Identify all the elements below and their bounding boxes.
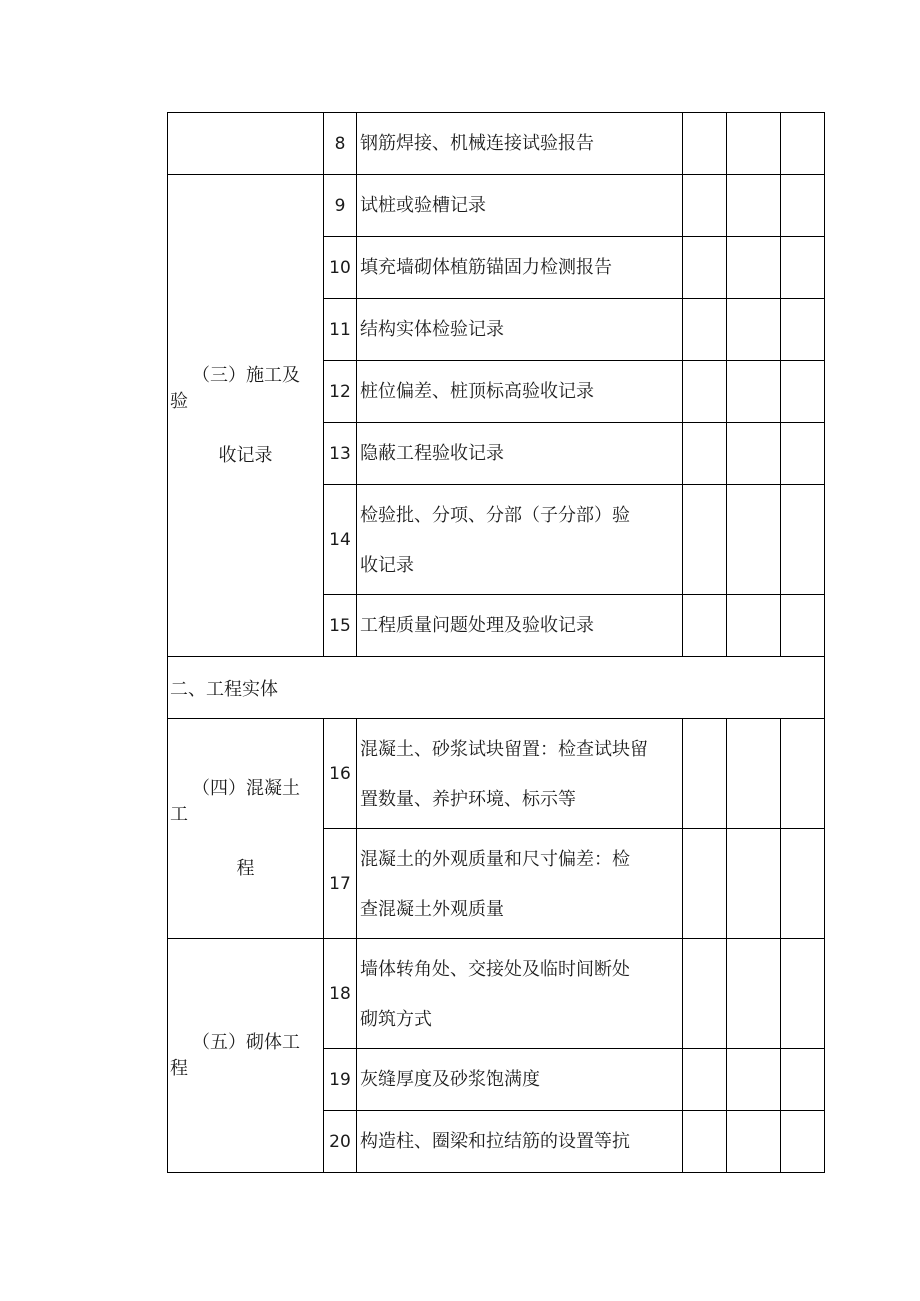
row-content: 工程质量问题处理及验收记录 [357, 595, 683, 657]
check-cell [727, 299, 781, 361]
check-cell [781, 113, 825, 175]
category-label: 验 [170, 390, 188, 412]
category-label: （三）施工及 [192, 364, 300, 386]
check-cell [781, 719, 825, 829]
check-cell [683, 175, 727, 237]
check-cell [727, 1111, 781, 1173]
row-number: 13 [324, 423, 357, 485]
row-content-line: 混凝土的外观质量和尺寸偏差：检 [360, 848, 630, 870]
check-cell [683, 237, 727, 299]
table-row [168, 719, 825, 829]
row-number: 9 [324, 175, 357, 237]
check-cell [727, 361, 781, 423]
row-content: 构造柱、圈梁和拉结筋的设置等抗 [357, 1111, 683, 1173]
check-cell [727, 423, 781, 485]
check-cell [781, 829, 825, 939]
check-cell [683, 829, 727, 939]
row-content: 隐蔽工程验收记录 [357, 423, 683, 485]
check-cell [781, 1111, 825, 1173]
category-label: 程 [236, 857, 255, 879]
row-content: 钢筋焊接、机械连接试验报告 [357, 113, 683, 175]
check-cell [727, 595, 781, 657]
check-cell [781, 939, 825, 1049]
category-label: （四）混凝土 [192, 777, 300, 799]
check-cell [781, 237, 825, 299]
check-cell [683, 1049, 727, 1111]
row-number: 11 [324, 299, 357, 361]
check-cell [683, 719, 727, 829]
check-cell [781, 1049, 825, 1111]
check-cell [781, 361, 825, 423]
check-cell [727, 237, 781, 299]
row-content [357, 719, 683, 829]
category-label: （五）砌体工 [192, 1031, 300, 1053]
check-cell [683, 595, 727, 657]
check-cell [683, 485, 727, 595]
check-cell [727, 719, 781, 829]
table-row [168, 175, 825, 237]
check-cell [727, 113, 781, 175]
row-content [357, 829, 683, 939]
check-cell [781, 299, 825, 361]
inspection-table [167, 112, 825, 1173]
section-title: 二、工程实体 [168, 657, 825, 719]
row-number: 18 [324, 939, 357, 1049]
check-cell [727, 829, 781, 939]
check-cell [683, 361, 727, 423]
row-content-line: 检验批、分项、分部（子分部）验 [360, 504, 630, 526]
section-row [168, 657, 825, 719]
category-cell-concrete-works [168, 719, 324, 939]
table-row [168, 113, 825, 175]
check-cell [781, 175, 825, 237]
check-cell [727, 485, 781, 595]
row-content-line: 查混凝土外观质量 [360, 898, 504, 920]
row-content-line: 墙体转角处、交接处及临时间断处 [360, 958, 630, 980]
category-label: 程 [170, 1057, 188, 1079]
row-content-line: 砌筑方式 [360, 1008, 432, 1030]
table-row [168, 939, 825, 1049]
category-cell-construction-records [168, 175, 324, 657]
row-content: 灰缝厚度及砂浆饱满度 [357, 1049, 683, 1111]
row-content: 填充墙砌体植筋锚固力检测报告 [357, 237, 683, 299]
row-content [357, 939, 683, 1049]
row-number: 14 [324, 485, 357, 595]
check-cell [781, 595, 825, 657]
row-number: 19 [324, 1049, 357, 1111]
check-cell [727, 175, 781, 237]
category-cell-masonry-works [168, 939, 324, 1173]
row-content [357, 485, 683, 595]
check-cell [683, 1111, 727, 1173]
row-content: 试桩或验槽记录 [357, 175, 683, 237]
category-label: 收记录 [218, 444, 273, 466]
row-number: 8 [324, 113, 357, 175]
check-cell [683, 113, 727, 175]
check-cell [683, 423, 727, 485]
row-number: 15 [324, 595, 357, 657]
row-number: 12 [324, 361, 357, 423]
check-cell [781, 423, 825, 485]
category-cell-empty [168, 113, 324, 175]
category-label: 工 [170, 803, 188, 825]
check-cell [781, 485, 825, 595]
row-content: 结构实体检验记录 [357, 299, 683, 361]
row-number: 17 [324, 829, 357, 939]
check-cell [727, 1049, 781, 1111]
row-number: 16 [324, 719, 357, 829]
row-number: 10 [324, 237, 357, 299]
row-content: 桩位偏差、桩顶标高验收记录 [357, 361, 683, 423]
row-number: 20 [324, 1111, 357, 1173]
check-cell [683, 939, 727, 1049]
check-cell [683, 299, 727, 361]
row-content-line: 置数量、养护环境、标示等 [360, 788, 576, 810]
check-cell [727, 939, 781, 1049]
row-content-line: 混凝土、砂浆试块留置：检查试块留 [360, 738, 648, 760]
row-content-line: 收记录 [360, 554, 414, 576]
